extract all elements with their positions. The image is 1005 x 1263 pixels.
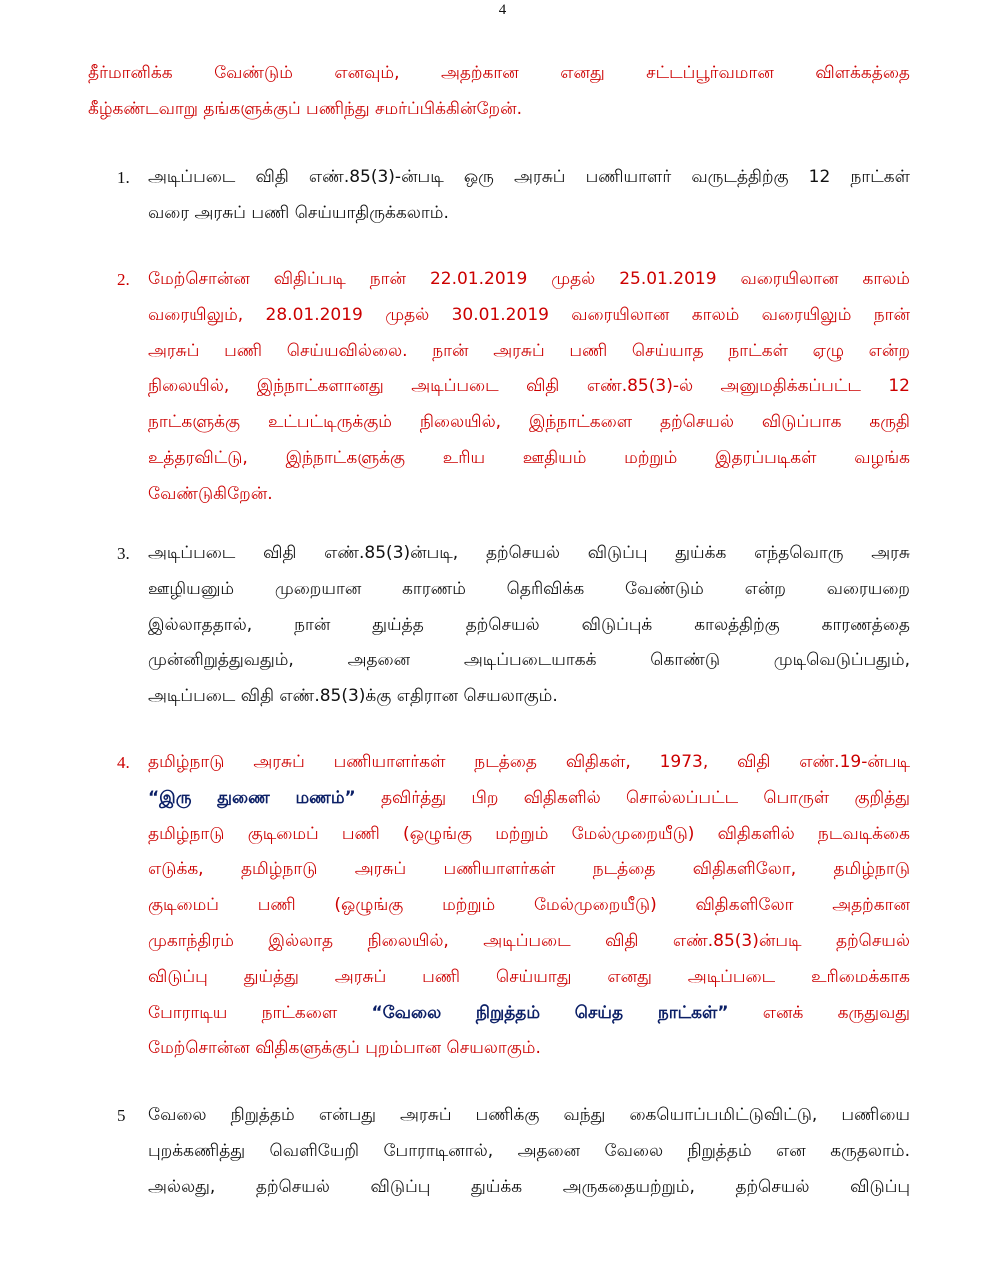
item-line: வேண்டுகிறேன். <box>148 483 273 504</box>
item-5-body <box>148 1098 910 1205</box>
item-line: ஊழியனும் முறையான காரணம் தெரிவிக்க வேண்டும் என்ற வரையறை <box>148 578 910 599</box>
quoted-phrase: “இரு துணை மணம்” <box>148 787 356 808</box>
item-line: உத்தரவிட்டு, இந்நாட்களுக்கு உரிய ஊதியம் மற்றும் இதரப்படிகள் வழங்க <box>148 447 910 468</box>
item-line: வரையிலும், 28.01.2019 முதல் 30.01.2019 வரையிலான காலம் வரையிலும் நான் <box>148 304 910 325</box>
item-number: 1. <box>117 168 130 187</box>
item-line: தமிழ்நாடு குடிமைப் பணி (ஒழுங்கு மற்றும் மேல்முறையீடு) விதிகளில் நடவடிக்கை <box>148 823 910 844</box>
item-line: எடுக்க, தமிழ்நாடு அரசுப் பணியாளர்கள் நடத்தை விதிகளிலோ, தமிழ்நாடு <box>148 859 910 880</box>
item-line: அடிப்படை விதி எண்.85(3)ன்படி, தற்செயல் விடுப்பு துய்க்க எந்தவொரு அரசு <box>148 543 910 563</box>
item-number: 3. <box>117 544 130 563</box>
quoted-phrase: “வேலை நிறுத்தம் செய்த நாட்கள்” <box>371 1002 729 1023</box>
item-line: விடுப்பு துய்த்து அரசுப் பணி செய்யாது எனது அடிப்படை உரிமைக்காக <box>148 966 910 987</box>
item-line: “இரு துணை மணம்” தவிர்த்து பிற விதிகளில் சொல்லப்பட்ட பொருள் குறித்து <box>148 787 910 808</box>
item-line: அல்லது, தற்செயல் விடுப்பு துய்க்க அருகதையற்றும், தற்செயல் விடுப்பு <box>148 1176 910 1197</box>
item-number: 2. <box>117 270 130 289</box>
item-line: இல்லாததால், நான் துய்த்த தற்செயல் விடுப்புக் காலத்திற்கு காரணத்தை <box>148 614 910 635</box>
intro-line: கீழ்கண்டவாறு தங்களுக்குப் பணிந்து சமர்ப்பிக்கின்றேன். <box>88 98 522 119</box>
intro-line: தீர்மானிக்க வேண்டும் எனவும், அதற்கான எனது சட்டப்பூர்வமான விளக்கத்தை <box>88 63 910 83</box>
item-line: குடிமைப் பணி (ஒழுங்கு மற்றும் மேல்முறையீடு) விதிகளிலோ அதற்கான <box>148 895 910 916</box>
item-line: தமிழ்நாடு அரசுப் பணியாளர்கள் நடத்தை விதிகள், 1973, விதி எண்.19-ன்படி <box>148 752 910 772</box>
item-number: 5 <box>117 1106 126 1125</box>
page-number: 4 <box>498 2 507 18</box>
item-line: அரசுப் பணி செய்யவில்லை. நான் அரசுப் பணி செய்யாத நாட்கள் ஏழு என்ற <box>148 340 910 361</box>
item-3-body <box>148 536 910 715</box>
item-line: மேற்சொன்ன விதிகளுக்குப் புறம்பான செயலாகும். <box>148 1038 541 1059</box>
item-line: போராடிய நாட்களை “வேலை நிறுத்தம் செய்த நாட்கள்” எனக் கருதுவது <box>148 1002 910 1023</box>
item-line: மேற்சொன்ன விதிப்படி நான் 22.01.2019 முதல் 25.01.2019 வரையிலான காலம் <box>148 269 910 289</box>
item-line: வரை அரசுப் பணி செய்யாதிருக்கலாம். <box>148 202 449 223</box>
item-line: நிலையில், இந்நாட்களானது அடிப்படை விதி எண்.85(3)-ல் அனுமதிக்கப்பட்ட 12 <box>148 376 910 397</box>
item-1-body <box>148 160 910 232</box>
item-line: முகாந்திரம் இல்லாத நிலையில், அடிப்படை விதி எண்.85(3)ன்படி தற்செயல் <box>148 930 910 951</box>
item-line: முன்னிறுத்துவதும், அதனை அடிப்படையாகக் கொண்டு முடிவெடுப்பதும், <box>148 650 910 671</box>
item-number: 4. <box>117 753 130 772</box>
item-line: நாட்களுக்கு உட்பட்டிருக்கும் நிலையில், இந்நாட்களை தற்செயல் விடுப்பாக கருதி <box>148 412 910 433</box>
item-line: அடிப்படை விதி எண்.85(3)க்கு எதிரான செயலாகும். <box>148 686 558 707</box>
item-line: வேலை நிறுத்தம் என்பது அரசுப் பணிக்கு வந்து கையொப்பமிட்டுவிட்டு, பணியை <box>148 1105 910 1125</box>
intro-paragraph <box>88 56 910 128</box>
item-line: அடிப்படை விதி எண்.85(3)-ன்படி ஒரு அரசுப் பணியாளர் வருடத்திற்கு 12 நாட்கள் <box>148 167 910 187</box>
item-2-body <box>148 262 910 513</box>
item-4-body <box>148 745 910 1067</box>
item-line: புறக்கணித்து வெளியேறி போராடினால், அதனை வேலை நிறுத்தம் என கருதலாம். <box>148 1140 910 1161</box>
